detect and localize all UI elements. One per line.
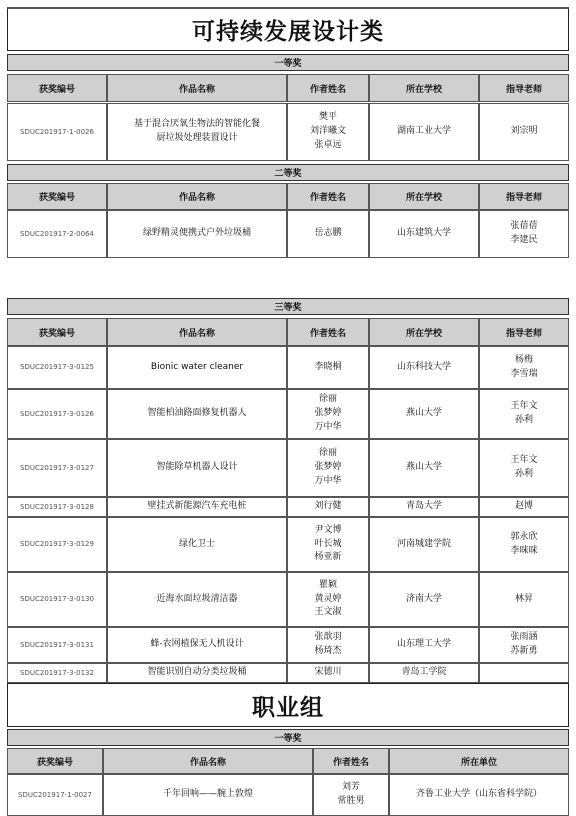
prize-level-bar: 一等奖 xyxy=(7,54,569,71)
code-cell xyxy=(7,7,107,9)
authors-line: 张歆羽 xyxy=(314,632,342,643)
authors-cell xyxy=(287,663,369,683)
column-header: 作品名称 xyxy=(103,748,313,774)
work-line: 千年回响——腕上敦煌 xyxy=(162,789,253,800)
school-cell xyxy=(369,663,479,683)
work-line: 智能识别自动分类垃圾桶 xyxy=(147,667,247,678)
column-header: 指导老师 xyxy=(479,318,569,346)
mentors-cell xyxy=(479,663,569,683)
section-title: 可持续发展设计类 xyxy=(7,7,569,51)
mentors-line: 张雨涵 xyxy=(510,632,538,643)
work-cell xyxy=(107,103,287,161)
column-header: 获奖编号 xyxy=(7,74,107,102)
table-header-row xyxy=(7,748,569,774)
work-line: 绿野精灵便携式户外垃圾桶 xyxy=(142,228,251,239)
work-cell xyxy=(107,210,287,258)
school-cell xyxy=(369,7,479,9)
authors-line: 常胜男 xyxy=(337,796,365,806)
authors-line: 万中华 xyxy=(314,475,342,486)
school-cell xyxy=(369,346,479,389)
column-header: 所在学校 xyxy=(369,318,479,346)
section-title: 职业组 xyxy=(7,683,569,727)
school-line: 燕山大学 xyxy=(405,408,442,419)
column-header: 作品名称 xyxy=(107,74,287,102)
school-line: 燕山大学 xyxy=(405,462,442,473)
authors-cell xyxy=(287,389,369,439)
school-cell xyxy=(369,572,479,627)
table-row xyxy=(7,439,569,497)
school-line: 济南大学 xyxy=(405,593,442,604)
prize-level-bar: 一等奖 xyxy=(7,729,569,746)
column-header: 作品名称 xyxy=(107,318,287,346)
table-row xyxy=(7,572,569,627)
mentors-cell xyxy=(479,389,569,439)
table-row xyxy=(7,210,569,258)
mentors-cell xyxy=(479,346,569,389)
mentors-line xyxy=(515,7,533,9)
mentors-cell xyxy=(479,517,569,572)
mentors-line: 苏新勇 xyxy=(510,646,538,656)
code-cell xyxy=(7,210,107,258)
work-line: 厨垃圾处理装置设计 xyxy=(156,133,238,143)
table-row xyxy=(7,103,569,161)
table-row xyxy=(7,663,569,683)
table-row xyxy=(7,774,569,816)
mentors-cell xyxy=(479,439,569,497)
work-cell xyxy=(107,389,287,439)
authors-line: 杨亚新 xyxy=(314,552,342,563)
authors-line: 李晓桐 xyxy=(314,361,342,372)
authors-line: 杨琦杰 xyxy=(314,646,342,656)
code-text: SDUC201917-1-0026 xyxy=(20,127,94,136)
column-header: 作者姓名 xyxy=(313,748,389,774)
authors-line: 刘洋曦文 xyxy=(309,126,346,137)
prize-level-bar: 三等奖 xyxy=(7,298,569,315)
authors-cell xyxy=(287,210,369,258)
mentors-line: 刘宗明 xyxy=(510,126,538,137)
code-cell xyxy=(7,517,107,572)
column-header: 所在单位 xyxy=(389,748,569,774)
authors-line: 尹文博 xyxy=(314,524,342,535)
authors-line: 张卓远 xyxy=(314,139,342,150)
mentors-line: 郭永欣 xyxy=(510,531,538,542)
table-row xyxy=(7,346,569,389)
mentors-cell xyxy=(479,497,569,517)
school-cell xyxy=(369,210,479,258)
code-text: SDUC201917-3-0129 xyxy=(20,540,94,549)
authors-line: 宋德川 xyxy=(314,667,342,678)
authors-line: 张梦婷 xyxy=(314,462,342,473)
authors-line: 樊平 xyxy=(318,112,337,123)
mentors-line: 林昇 xyxy=(514,593,533,604)
mentors-line: 王年文 xyxy=(510,455,538,466)
code-text: SDUC201917-3-0126 xyxy=(20,409,94,418)
school-line: 湖南工业大学 xyxy=(396,126,451,137)
mentors-line: 赵博 xyxy=(514,501,533,512)
work-line xyxy=(174,7,219,9)
authors-cell xyxy=(287,572,369,627)
column-header: 作者姓名 xyxy=(287,183,369,210)
authors-line: 瞿颖 xyxy=(318,579,337,590)
work-cell xyxy=(107,627,287,663)
mentors-line: 李咪咪 xyxy=(510,545,538,556)
code-cell xyxy=(7,497,107,517)
mentors-line: 李建民 xyxy=(510,235,538,245)
authors-cell xyxy=(287,497,369,517)
mentors-cell xyxy=(479,627,569,663)
work-line: 智能柏油路面修复机器人 xyxy=(147,408,247,419)
work-line: 壁挂式新能源汽车充电桩 xyxy=(147,501,247,512)
work-cell xyxy=(107,346,287,389)
authors-cell xyxy=(313,774,389,816)
column-header: 获奖编号 xyxy=(7,748,103,774)
code-cell xyxy=(7,627,107,663)
authors-line: 万中华 xyxy=(314,421,342,432)
mentors-cell xyxy=(479,210,569,258)
authors-cell xyxy=(287,103,369,161)
authors-line: 黄灵婷 xyxy=(314,593,342,604)
authors-line: 张梦婷 xyxy=(314,408,342,419)
award-list-document xyxy=(7,7,569,812)
school-cell xyxy=(389,774,569,816)
column-header: 指导老师 xyxy=(479,74,569,102)
authors-cell xyxy=(287,346,369,389)
authors-cell xyxy=(287,439,369,497)
work-line: 基于混合厌氧生物法的智能化餐 xyxy=(133,119,260,130)
authors-line xyxy=(314,7,341,9)
table-row xyxy=(7,517,569,572)
school-line: 山东建筑大学 xyxy=(396,228,451,239)
column-header: 作者姓名 xyxy=(287,318,369,346)
work-line: 近海水面垃圾清洁器 xyxy=(156,593,238,604)
column-header: 作者姓名 xyxy=(287,74,369,102)
code-text: SDUC201917-3-0125 xyxy=(20,363,94,372)
code-text: SDUC201917-3-0130 xyxy=(20,595,94,604)
school-line xyxy=(406,7,442,9)
table-row xyxy=(7,497,569,517)
school-line: 河南城建学院 xyxy=(396,538,451,549)
column-header: 所在学校 xyxy=(369,183,479,210)
school-line: 青岛工学院 xyxy=(401,667,447,678)
code-cell xyxy=(7,774,103,816)
school-cell xyxy=(369,389,479,439)
mentors-cell xyxy=(479,572,569,627)
authors-line: 岳志鹏 xyxy=(314,228,342,239)
work-cell xyxy=(107,439,287,497)
authors-line: 刘芳 xyxy=(341,782,360,793)
prize-level-bar: 二等奖 xyxy=(7,164,569,181)
code-cell xyxy=(7,439,107,497)
work-line: Bionic water cleaner xyxy=(150,361,244,372)
table-row xyxy=(7,389,569,439)
mentors-cell xyxy=(479,7,569,9)
mentors-line: 王年文 xyxy=(510,401,538,412)
authors-line: 王文淑 xyxy=(314,607,342,618)
authors-line: 刘行健 xyxy=(314,501,342,512)
code-cell xyxy=(7,572,107,627)
table-header-row xyxy=(7,318,569,346)
mentors-line: 张蓓蓓 xyxy=(510,221,538,232)
school-cell xyxy=(369,627,479,663)
school-line: 山东理工大学 xyxy=(396,639,451,650)
column-header: 指导老师 xyxy=(479,183,569,210)
code-text: SDUC201917-2-0064 xyxy=(20,229,94,238)
column-header: 所在学校 xyxy=(369,74,479,102)
column-header: 获奖编号 xyxy=(7,183,107,210)
column-header: 获奖编号 xyxy=(7,318,107,346)
work-line: 绿化卫士 xyxy=(178,538,215,549)
work-line: 蜂-农网植保无人机设计 xyxy=(150,639,244,650)
code-text xyxy=(20,7,94,9)
code-cell xyxy=(7,663,107,683)
table-row xyxy=(7,627,569,663)
code-text: SDUC201917-3-0132 xyxy=(20,668,94,677)
code-text: SDUC201917-3-0128 xyxy=(20,502,94,511)
school-cell xyxy=(369,517,479,572)
code-text: SDUC201917-1-0027 xyxy=(18,790,92,799)
school-cell xyxy=(369,103,479,161)
authors-line: 徐丽 xyxy=(318,448,337,459)
school-cell xyxy=(369,497,479,517)
code-cell xyxy=(7,346,107,389)
column-header: 作品名称 xyxy=(107,183,287,210)
work-cell xyxy=(107,663,287,683)
authors-cell xyxy=(287,627,369,663)
mentors-line: 孙利 xyxy=(514,415,533,425)
mentors-line: 孙利 xyxy=(514,469,533,479)
code-text: SDUC201917-3-0127 xyxy=(20,463,94,472)
code-cell xyxy=(7,103,107,161)
work-cell xyxy=(103,774,313,816)
authors-cell xyxy=(287,7,369,9)
school-line: 青岛大学 xyxy=(405,501,442,512)
work-cell xyxy=(107,497,287,517)
school-line: 齐鲁工业大学（山东省科学院） xyxy=(415,789,542,800)
mentors-cell xyxy=(479,103,569,161)
school-line: 山东科技大学 xyxy=(396,361,451,372)
code-text: SDUC201917-3-0131 xyxy=(20,640,94,649)
mentors-line: 杨梅 xyxy=(514,354,533,365)
work-line: 智能除草机器人设计 xyxy=(156,462,238,473)
school-cell xyxy=(369,439,479,497)
mentors-line: 李雪瑞 xyxy=(510,368,538,379)
code-cell xyxy=(7,389,107,439)
authors-line: 徐丽 xyxy=(318,394,337,405)
authors-line: 叶长城 xyxy=(314,538,342,549)
table-header-row xyxy=(7,183,569,210)
table-header-row xyxy=(7,74,569,102)
work-cell xyxy=(107,572,287,627)
authors-cell xyxy=(287,517,369,572)
work-cell xyxy=(107,517,287,572)
work-cell xyxy=(107,7,287,9)
